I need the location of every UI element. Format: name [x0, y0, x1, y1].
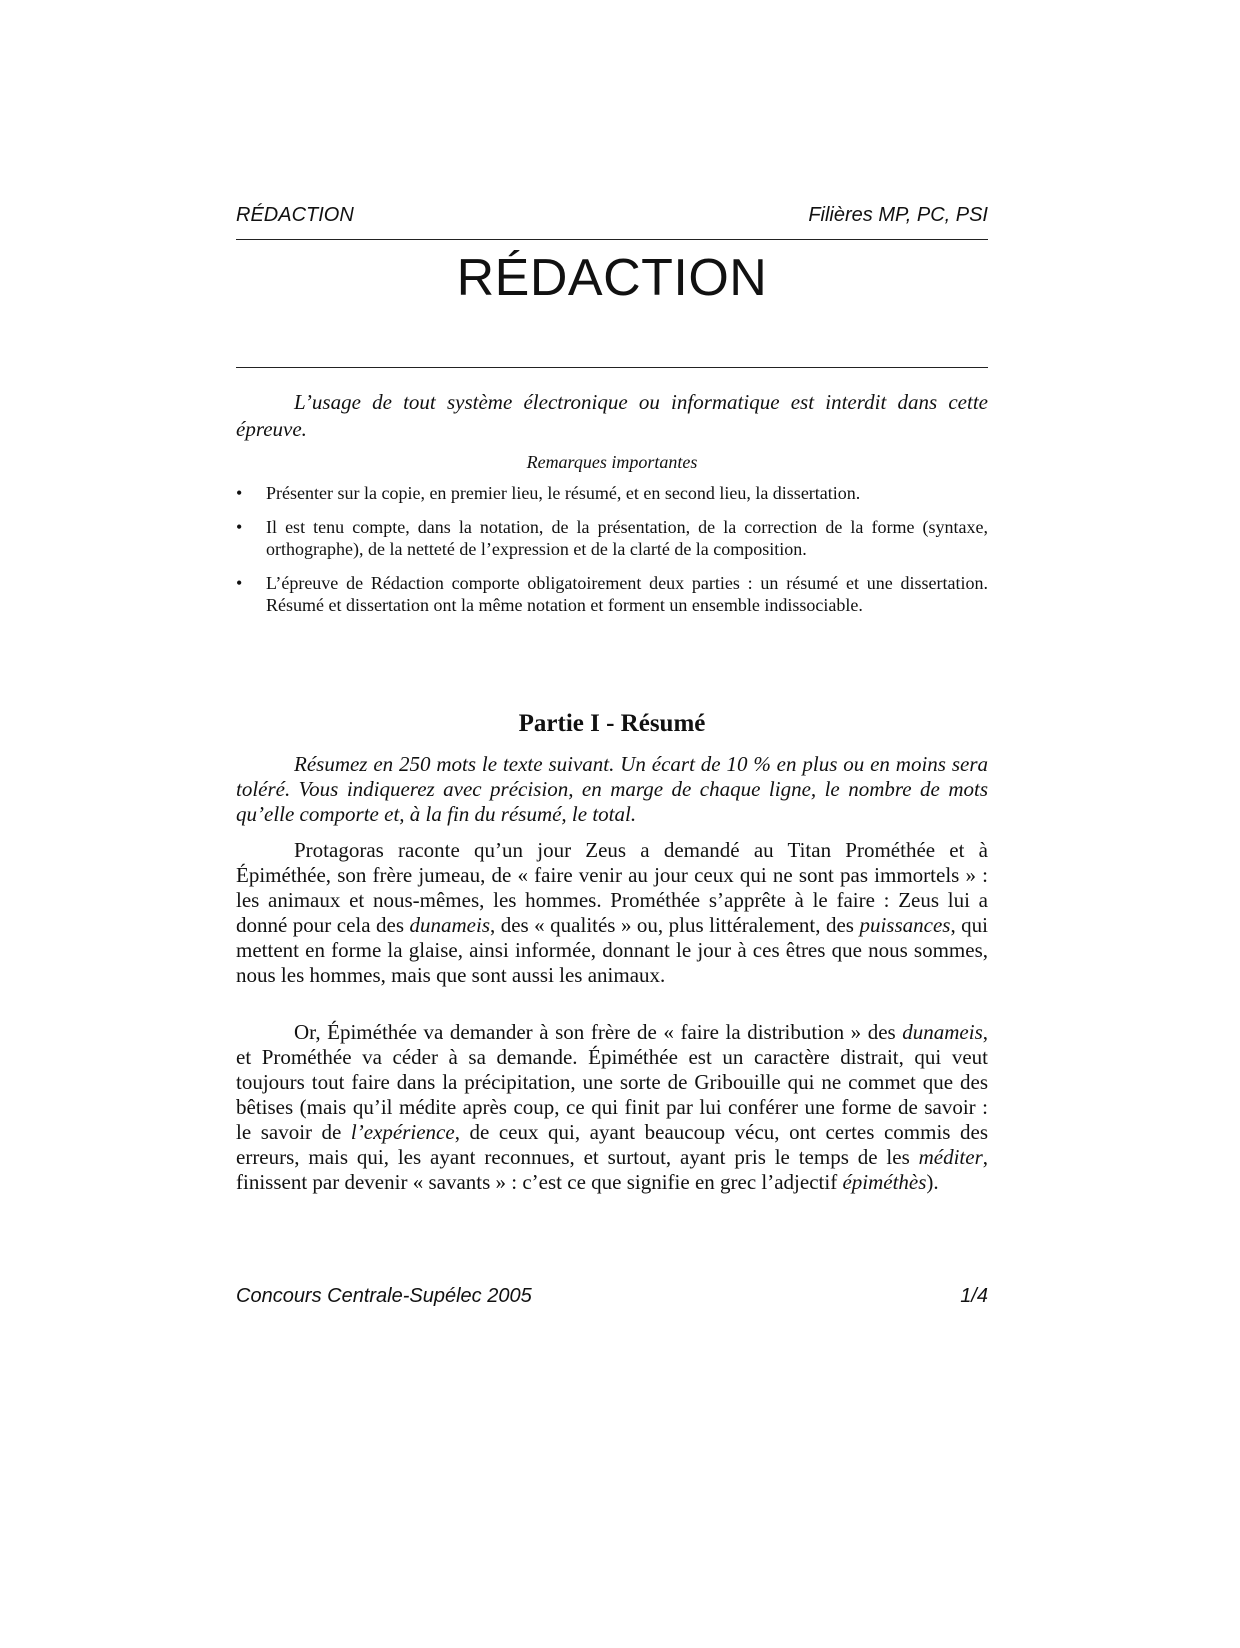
paragraph-text: ).	[926, 1170, 939, 1194]
text-paragraph-2	[236, 1020, 988, 1195]
text-paragraph-1	[236, 838, 988, 988]
footer-contest: Concours Centrale-Supélec 2005	[236, 1285, 532, 1307]
paragraph-text: , et Prométhée va céder à sa demande. Épiméthée est un caractère distrait, qui veut toujours tout faire dans la précipitation, une sorte de Gribouille qui ne commet que des bêtises (mais qu’il médite après coup, ce qui finit par lui conférer une forme de savoir : le savoir de	[236, 1020, 988, 1144]
paragraph-text: , qui mettent en forme la glaise, ainsi informée, donnant le jour à ces êtres que nous sommes, nous les hommes, mais que sont aussi les animaux.	[236, 913, 988, 987]
header-subject: RÉDACTION	[236, 204, 354, 226]
electronics-warning: L’usage de tout système électronique ou informatique est interdit dans cette épreuve.	[236, 390, 988, 441]
emphasis-term: méditer	[918, 1145, 983, 1169]
page-title: RÉDACTION	[456, 249, 768, 307]
paragraph-text: Protagoras raconte qu’un jour Zeus a demandé au Titan Prométhée et à Épiméthée, son frère jumeau, de « faire venir au jour ceux qui ne sont pas immortels » : les animaux et nous-mêmes, les hommes. Prométhée s’apprête à le faire : Zeus lui a donné pour cela des	[236, 838, 988, 937]
remark-text: Présenter sur la copie, en premier lieu, le résumé, et en second lieu, la dissertation.	[266, 483, 861, 503]
document-page	[236, 0, 988, 1648]
remark-item	[236, 572, 988, 616]
running-header	[236, 204, 988, 234]
paragraph-text: , finissent par devenir « savants » : c’est ce que signifie en grec l’adjectif	[236, 1145, 988, 1194]
title-rule	[236, 367, 988, 368]
remark-text: Il est tenu compte, dans la notation, de la présentation, de la correction de la forme (syntaxe, orthographe), de la netteté de l’expression et de la clarté de la composition.	[266, 517, 988, 559]
emphasis-term: l’expérience	[350, 1120, 455, 1144]
remarks-list	[236, 482, 988, 628]
remark-item	[236, 482, 988, 504]
header-rule	[236, 239, 988, 240]
bullet-icon: •	[236, 517, 243, 537]
emphasis-term: dunameis	[902, 1020, 983, 1044]
emphasis-term: épiméthès	[842, 1170, 927, 1194]
paragraph-text: , de ceux qui, ayant beaucoup vécu, ont certes commis des erreurs, mais qui, les ayant reconnues, et surtout, ayant pris le temps de les	[236, 1120, 988, 1169]
paragraph-text: , des « qualités » ou, plus littéralement, des	[490, 913, 860, 937]
emphasis-term: dunameis	[409, 913, 490, 937]
emphasis-term: puissances	[859, 913, 951, 937]
running-footer	[236, 1285, 988, 1315]
page-number: 1/4	[960, 1285, 988, 1307]
bullet-icon: •	[236, 483, 243, 503]
bullet-icon: •	[236, 573, 243, 593]
remark-item	[236, 516, 988, 560]
remarks-title: Remarques importantes	[526, 452, 698, 472]
paragraph-text: Or, Épiméthée va demander à son frère de « faire la distribution » des	[294, 1020, 903, 1044]
header-tracks: Filières MP, PC, PSI	[808, 204, 988, 226]
remark-text: L’épreuve de Rédaction comporte obligatoirement deux parties : un résumé et une dissertation. Résumé et dissertation ont la même notation et forment un ensemble indissociable.	[266, 573, 988, 615]
section-title-part1: Partie I - Résumé	[518, 710, 706, 737]
summary-instructions: Résumez en 250 mots le texte suivant. Un écart de 10 % en plus ou en moins sera toléré. Vous indiquerez avec précision, en marge de chaque ligne, le nombre de mots qu’elle comporte et, à la fin du résumé, le total.	[236, 752, 988, 826]
